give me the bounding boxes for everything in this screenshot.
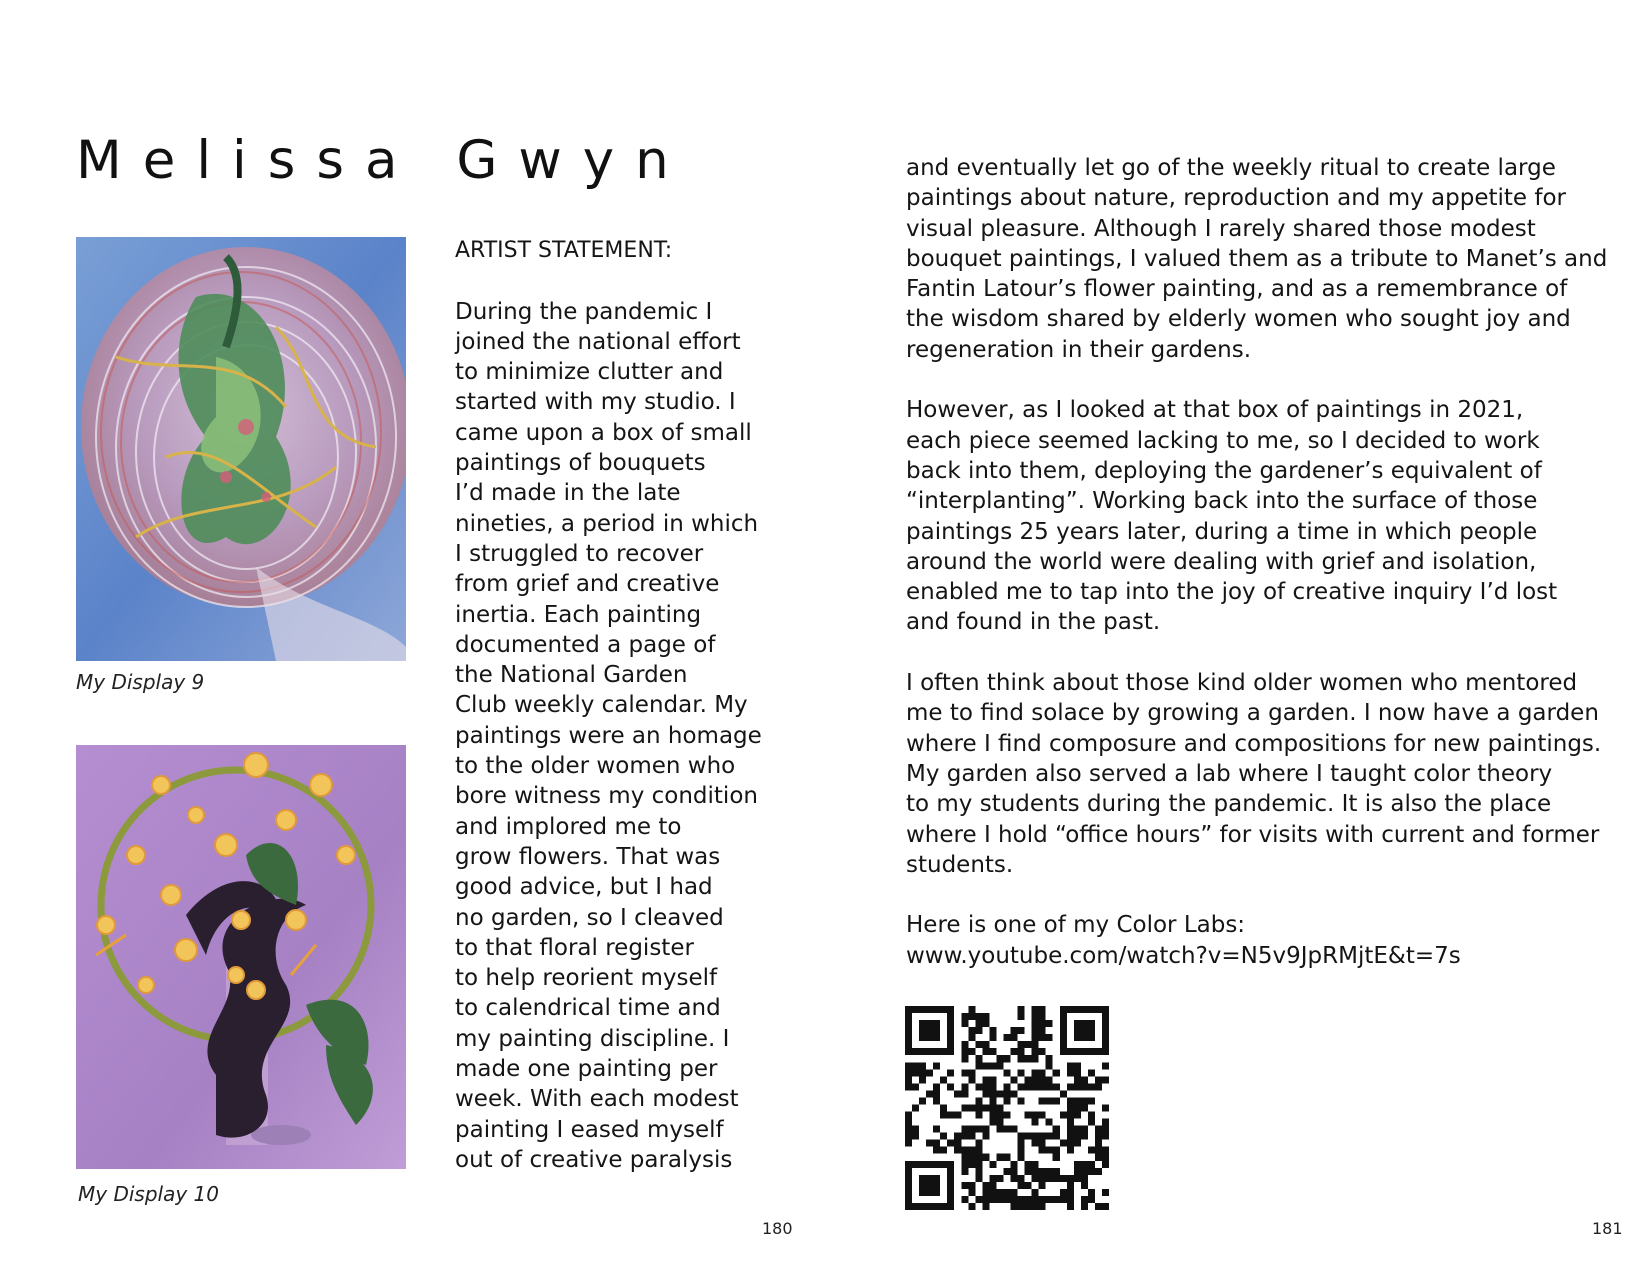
- body-line: around the world were dealing with grief and isolation,: [906, 548, 1537, 575]
- statement-line: During the pandemic I: [455, 298, 713, 325]
- statement-line: grow flowers. That was: [455, 843, 721, 870]
- statement-line: to minimize clutter and: [455, 359, 724, 386]
- body-line: visual pleasure. Although I rarely shared those modest: [906, 215, 1536, 242]
- statement-line: Club weekly calendar. My: [455, 692, 748, 719]
- painting-my-display-9: [76, 237, 406, 661]
- statement-line: made one painting per: [455, 1056, 718, 1083]
- statement-line: the National Garden: [455, 662, 688, 689]
- right-page-text: [906, 153, 1606, 971]
- body-line: paintings about nature, reproduction and my appetite for: [906, 185, 1566, 212]
- body-line: paintings 25 years later, during a time in which people: [906, 518, 1538, 545]
- statement-line: to calendrical time and: [455, 995, 721, 1022]
- body-line: the wisdom shared by elderly women who sought joy and: [906, 306, 1571, 333]
- body-line: students.: [906, 851, 1014, 878]
- body-line: My garden also served a lab where I taught color theory: [906, 760, 1553, 787]
- statement-line: painting I eased myself: [455, 1116, 724, 1143]
- caption-my-display-9: My Display 9: [76, 670, 205, 694]
- painting-my-display-10: [76, 745, 406, 1169]
- statement-line: documented a page of: [455, 631, 716, 658]
- body-line: me to find solace by growing a garden. I now have a garden: [906, 700, 1599, 727]
- youtube-link[interactable]: www.youtube.com/watch?v=N5v9JpRMjtE&t=7s: [906, 942, 1461, 969]
- body-line: to my students during the pandemic. It is also the place: [906, 791, 1552, 818]
- statement-line: I’d made in the late: [455, 480, 681, 507]
- body-line: where I find composure and compositions for new paintings.: [906, 730, 1602, 757]
- body-line: enabled me to tap into the joy of creative inquiry I’d lost: [906, 579, 1558, 606]
- body-line: “interplanting”. Working back into the surface of those: [906, 488, 1538, 515]
- statement-line: paintings were an homage: [455, 722, 762, 749]
- statement-line: paintings of bouquets: [455, 450, 706, 477]
- caption-my-display-10: My Display 10: [78, 1182, 219, 1206]
- body-line: bouquet paintings, I valued them as a tribute to Manet’s and: [906, 245, 1608, 272]
- body-line: back into them, deploying the gardener’s equivalent of: [906, 457, 1542, 484]
- statement-line: came upon a box of small: [455, 419, 752, 446]
- body-line: Here is one of my Color Labs:: [906, 912, 1246, 939]
- statement-line: I struggled to recover: [455, 540, 704, 567]
- statement-line: no garden, so I cleaved: [455, 904, 724, 931]
- statement-line: joined the national effort: [455, 328, 741, 355]
- page-number-right: 181: [1592, 1219, 1623, 1238]
- statement-line: my painting discipline. I: [455, 1025, 730, 1052]
- statement-line: to the older women who: [455, 753, 736, 780]
- body-line: and eventually let go of the weekly ritual to create large: [906, 155, 1556, 181]
- qr-code[interactable]: [905, 1006, 1109, 1210]
- body-line: and found in the past.: [906, 609, 1161, 636]
- statement-line: nineties, a period in which: [455, 510, 759, 537]
- artist-statement: [455, 236, 785, 1175]
- statement-line: out of creative paralysis: [455, 1146, 733, 1173]
- body-line: regeneration in their gardens.: [906, 336, 1252, 363]
- body-line: Fantin Latour’s flower painting, and as a remembrance of: [906, 276, 1568, 303]
- statement-line: inertia. Each painting: [455, 601, 702, 628]
- statement-line: started with my studio. I: [455, 389, 736, 416]
- statement-line: from grief and creative: [455, 571, 720, 598]
- body-line: However, as I looked at that box of paintings in 2021,: [906, 397, 1524, 424]
- artist-name: Melissa Gwyn: [76, 130, 690, 191]
- page-number-left: 180: [762, 1219, 793, 1238]
- body-line: where I hold “office hours” for visits with current and former: [906, 821, 1600, 848]
- statement-line: to that floral register: [455, 934, 694, 961]
- statement-line: bore witness my condition: [455, 783, 758, 810]
- statement-heading: ARTIST STATEMENT:: [455, 238, 673, 263]
- statement-line: and implored me to: [455, 813, 682, 840]
- statement-line: to help reorient myself: [455, 965, 718, 992]
- statement-line: week. With each modest: [455, 1086, 739, 1113]
- body-line: each piece seemed lacking to me, so I decided to work: [906, 427, 1540, 454]
- statement-line: good advice, but I had: [455, 874, 713, 901]
- body-line: I often think about those kind older women who mentored: [906, 670, 1578, 697]
